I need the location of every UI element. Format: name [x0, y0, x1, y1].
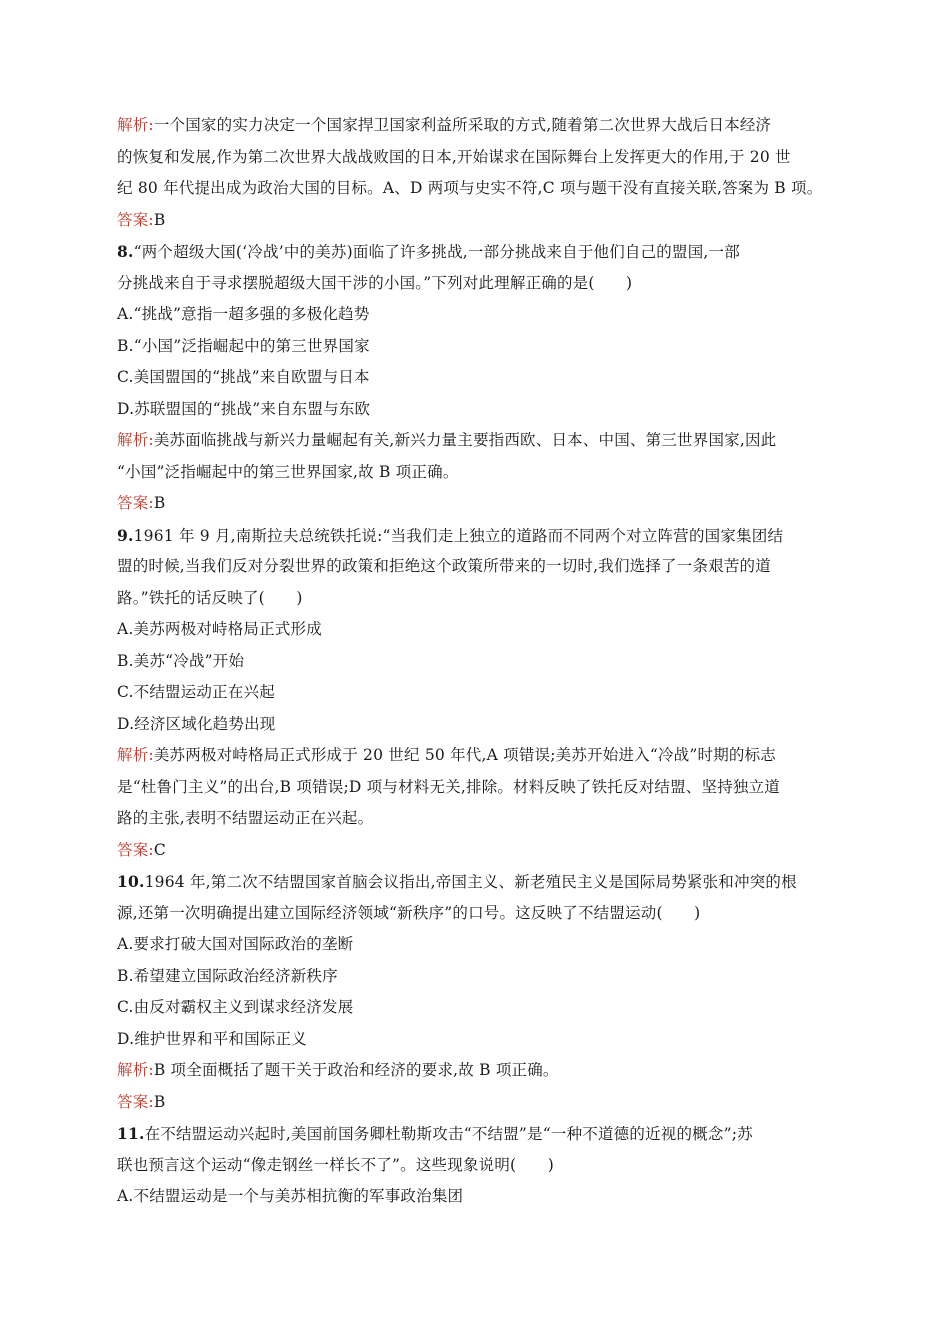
question-line [117, 866, 833, 898]
option-line [117, 929, 833, 961]
option-line [117, 1181, 833, 1213]
question-number: 8. [117, 242, 134, 261]
question-line [117, 268, 833, 300]
option-line [117, 961, 833, 993]
analysis-line [117, 740, 833, 772]
question-text: “两个超级大国(‘冷战’中的美苏)面临了许多挑战,一部分挑战来自于他们自己的盟国,一部 [133, 243, 740, 261]
option-line [117, 1024, 833, 1056]
question-line [117, 1118, 833, 1150]
option-text: B.希望建立国际政治经济新秩序 [117, 966, 338, 985]
question-number: 10. [117, 872, 145, 891]
option-text: B.“小国”泛指崛起中的第三世界国家 [117, 336, 370, 355]
analysis-label: 解析: [117, 116, 154, 134]
analysis-text: B 项全面概括了题干关于政治和经济的要求,故 B 项正确。 [153, 1061, 559, 1079]
question-line [117, 236, 833, 268]
analysis-line [117, 142, 833, 174]
question-number: 11. [117, 1124, 145, 1143]
answer-line [117, 835, 833, 867]
question-text: 源,还第一次明确提出建立国际经济领域“新秩序”的口号。这反映了不结盟运动( ) [117, 903, 701, 922]
analysis-text: 路的主张,表明不结盟运动正在兴起。 [117, 809, 374, 827]
option-line [117, 362, 833, 394]
question-text: 1964 年,第二次不结盟国家首脑会议指出,帝国主义、新老殖民主义是国际局势紧张和冲突的根 [144, 873, 797, 891]
question-line [117, 583, 833, 615]
answer-label: 答案: [117, 1092, 154, 1111]
analysis-line [117, 457, 833, 489]
option-line [117, 394, 833, 426]
analysis-text: 一个国家的实力决定一个国家捍卫国家利益所采取的方式,随着第二次世界大战后日本经济 [153, 116, 772, 134]
option-text: C.由反对霸权主义到谋求经济发展 [117, 998, 354, 1016]
analysis-line [117, 772, 833, 804]
analysis-text: 的恢复和发展,作为第二次世界大战战败国的日本,开始谋求在国际舞台上发挥更大的作用,于 20 世 [117, 147, 791, 166]
option-line [117, 709, 833, 741]
answer-label: 答案: [117, 840, 154, 859]
option-line [117, 677, 833, 709]
document-page [117, 110, 833, 1213]
option-text: C.不结盟运动正在兴起 [117, 683, 275, 701]
option-text: A.美苏两极对峙格局正式形成 [117, 620, 322, 638]
question-text: 联也预言这个运动“像走钢丝一样长不了”。这些现象说明( ) [117, 1155, 554, 1174]
analysis-line [117, 1055, 833, 1087]
question-line [117, 551, 833, 583]
answer-label: 答案: [117, 210, 154, 229]
answer-value: C [153, 840, 166, 859]
analysis-line [117, 173, 833, 205]
analysis-text: “小国”泛指崛起中的第三世界国家,故 B 项正确。 [117, 462, 459, 481]
option-line [117, 331, 833, 363]
option-line [117, 299, 833, 331]
question-text: 路。”铁托的话反映了( ) [117, 588, 303, 607]
option-line [117, 646, 833, 678]
option-text: A.要求打破大国对国际政治的垄断 [117, 935, 354, 953]
option-text: A.不结盟运动是一个与美苏相抗衡的军事政治集团 [117, 1187, 464, 1205]
analysis-label: 解析: [117, 431, 154, 449]
question-text: 分挑战来自于寻求摆脱超级大国干涉的小国。”下列对此理解正确的是( ) [117, 273, 633, 292]
answer-label: 答案: [117, 494, 154, 512]
option-line [117, 614, 833, 646]
question-text: 盟的时候,当我们反对分裂世界的政策和拒绝这个政策所带来的一切时,我们选择了一条艰苦的道 [117, 557, 771, 575]
analysis-line [117, 425, 833, 457]
question-line [117, 898, 833, 930]
answer-value: B [153, 1092, 166, 1111]
option-line [117, 992, 833, 1024]
option-text: D.苏联盟国的“挑战”来自东盟与东欧 [117, 399, 371, 418]
analysis-label: 解析: [117, 1061, 154, 1079]
option-text: B.美苏“冷战”开始 [117, 651, 245, 670]
analysis-text: 美苏面临挑战与新兴力量崛起有关,新兴力量主要指西欧、日本、中国、第三世界国家,因此 [153, 431, 777, 449]
analysis-text: 是“杜鲁门主义”的出台,B 项错误;D 项与材料无关,排除。材料反映了铁托反对结盟、坚持独立道 [117, 777, 780, 796]
analysis-text: 美苏两极对峙格局正式形成于 20 世纪 50 年代,A 项错误;美苏开始进入“冷战”时期的标志 [153, 746, 777, 764]
analysis-text: 纪 80 年代提出成为政治大国的目标。A、D 两项与史实不符,C 项与题干没有直接关联,答案为 B 项。 [117, 179, 823, 197]
answer-value: B [153, 210, 166, 229]
option-text: D.经济区域化趋势出现 [117, 714, 276, 733]
option-text: A.“挑战”意指一超多强的多极化趋势 [117, 305, 370, 323]
option-text: C.美国盟国的“挑战”来自欧盟与日本 [117, 368, 370, 386]
answer-value: B [153, 494, 166, 512]
analysis-label: 解析: [117, 746, 154, 764]
question-text: 在不结盟运动兴起时,美国前国务卿杜勒斯攻击“不结盟”是“一种不道德的近视的概念”;苏 [144, 1125, 753, 1143]
answer-line [117, 1087, 833, 1119]
analysis-line [117, 803, 833, 835]
question-text: 1961 年 9 月,南斯拉夫总统铁托说:“当我们走上独立的道路而不同两个对立阵营的国家集团结 [133, 526, 784, 545]
analysis-line [117, 110, 833, 142]
answer-line [117, 488, 833, 520]
question-number: 9. [117, 525, 134, 545]
answer-line [117, 205, 833, 237]
option-text: D.维护世界和平和国际正义 [117, 1029, 307, 1048]
question-line [117, 520, 833, 552]
question-line [117, 1150, 833, 1182]
